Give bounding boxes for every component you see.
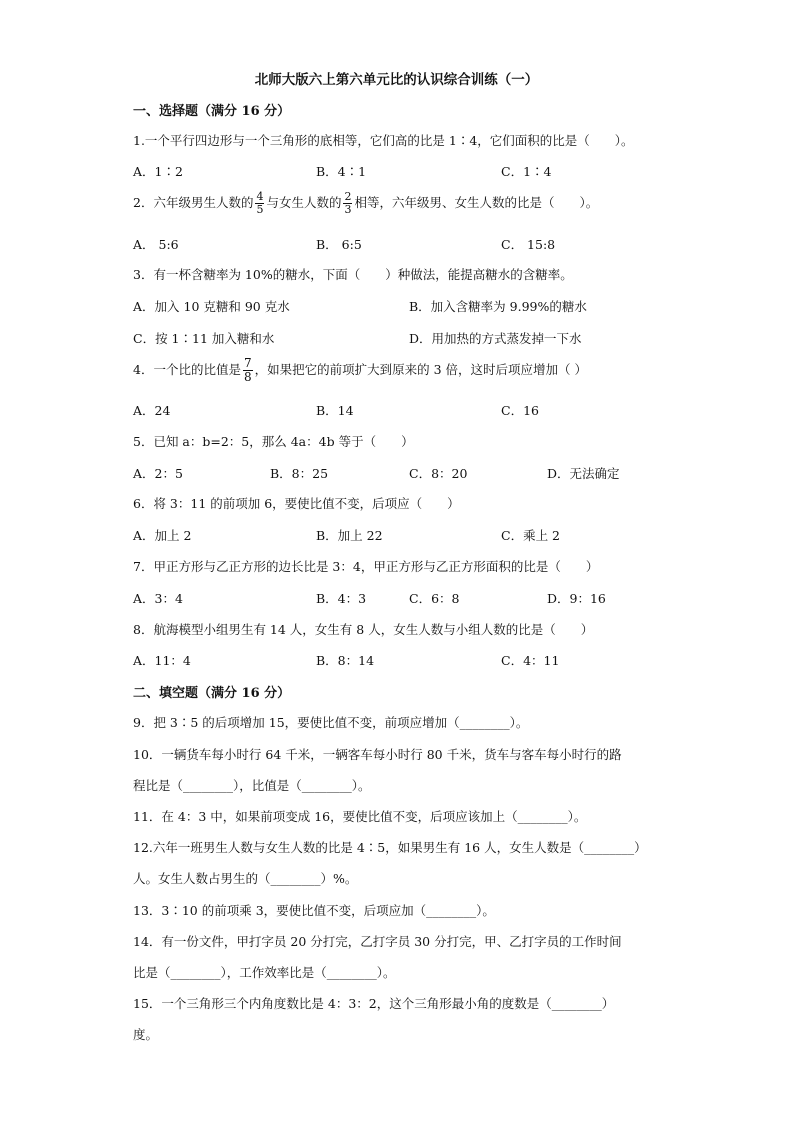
question-15-line-2: 度。 <box>133 1027 159 1042</box>
question-15-line-1: 15．一个三角形三个内角度数比是 4：3：2，这个三角形最小角的度数是（________） <box>133 996 615 1011</box>
q6-option-c: C．乘上 2 <box>501 528 560 543</box>
q2-fraction-1-den: 5 <box>256 203 264 216</box>
q2-fraction-1-num: 4 <box>256 190 264 203</box>
q1-option-c: C．1∶4 <box>501 164 552 179</box>
question-10-line-2: 程比是（________），比值是（________）。 <box>133 778 371 793</box>
question-3: 3．有一杯含糖率为 10%的糖水，下面（ ）种做法，能提高糖水的含糖率。 <box>133 267 573 282</box>
q4-fraction-den: 8 <box>243 370 252 384</box>
q8-option-a: A．11：4 <box>133 653 191 668</box>
q7-option-a: A．3：4 <box>133 591 183 606</box>
q2-text-mid: 与女生人数的 <box>266 195 342 210</box>
q1-option-b: B．4∶1 <box>316 164 367 179</box>
q4-text-pre: 4．一个比的比值是 <box>133 362 241 377</box>
question-1: 1.一个平行四边形与一个三角形的底相等，它们高的比是 1∶4，它们面积的比是（ ）。 <box>133 133 634 148</box>
q7-option-b: B．4：3 <box>316 591 367 606</box>
q8-option-c: C．4：11 <box>501 653 560 668</box>
question-13: 13．3∶10 的前项乘 3，要使比值不变，后项应加（________）。 <box>133 903 495 918</box>
q4-text-post: ，如果把它的前项扩大到原来的 3 倍，这时后项应增加（ ） <box>254 362 587 377</box>
q3-option-b: B．加入含糖率为 9.99%的糖水 <box>409 299 587 314</box>
section-heading-fill: 二、填空题（满分 16 分） <box>133 686 291 701</box>
q5-option-d: D．无法确定 <box>547 466 620 481</box>
question-5: 5．已知 a：b=2：5，那么 4a：4b 等于（ ） <box>133 434 414 449</box>
q5-option-b: B．8：25 <box>270 466 329 481</box>
q2-option-b: B． 6:5 <box>316 237 362 252</box>
question-7: 7．甲正方形与乙正方形的边长比是 3：4，甲正方形与乙正方形面积的比是（ ） <box>133 559 599 574</box>
q7-option-c: C．6：8 <box>409 591 460 606</box>
question-12-line-1: 12.六年一班男生人数与女生人数的比是 4∶5，如果男生有 16 人，女生人数是（________） <box>133 840 647 855</box>
q2-fraction-2 <box>343 191 352 216</box>
q3-option-c: C．按 1∶11 加入糖和水 <box>133 331 275 346</box>
q2-fraction-2-den: 3 <box>344 203 352 216</box>
q5-option-a: A．2：5 <box>133 466 183 481</box>
q2-text-pre: 2．六年级男生人数的 <box>133 195 254 210</box>
question-2 <box>133 191 598 216</box>
q4-option-b: B．14 <box>316 403 354 418</box>
q1-option-a: A．1∶2 <box>133 164 183 179</box>
q4-option-c: C．16 <box>501 403 539 418</box>
q4-fraction-num: 7 <box>243 356 252 370</box>
q2-fraction-2-num: 2 <box>344 190 352 203</box>
q4-option-a: A．24 <box>133 403 171 418</box>
q5-option-c: C．8：20 <box>409 466 468 481</box>
question-10-line-1: 10．一辆货车每小时行 64 千米，一辆客车每小时行 80 千米，货车与客车每小时行的路 <box>133 747 622 762</box>
q3-option-a: A．加入 10 克糖和 90 克水 <box>133 299 290 314</box>
q8-option-b: B．8：14 <box>316 653 375 668</box>
question-11: 11．在 4：3 中，如果前项变成 16，要使比值不变，后项应该加上（________）。 <box>133 809 587 824</box>
question-6: 6．将 3：11 的前项加 6，要使比值不变，后项应（ ） <box>133 496 460 511</box>
question-8: 8．航海模型小组男生有 14 人，女生有 8 人，女生人数与小组人数的比是（ ） <box>133 622 594 637</box>
question-4 <box>133 357 587 384</box>
question-14-line-1: 14．有一份文件，甲打字员 20 分打完，乙打字员 30 分打完，甲、乙打字员的工作时间 <box>133 934 622 949</box>
q2-option-c: C． 15:8 <box>501 237 556 252</box>
page-title: 北师大版六上第六单元比的认识综合训练（一） <box>254 72 539 88</box>
question-14-line-2: 比是（________），工作效率比是（________）。 <box>133 965 396 980</box>
q3-option-d: D．用加热的方式蒸发掉一下水 <box>409 331 582 346</box>
q2-text-post: 相等，六年级男、女生人数的比是（ ）。 <box>354 195 599 210</box>
q2-option-a: A． 5:6 <box>133 237 179 252</box>
q4-fraction <box>243 357 253 384</box>
section-heading-choice: 一、选择题（满分 16 分） <box>133 104 291 119</box>
q2-fraction-1 <box>255 191 264 216</box>
question-12-line-2: 人。女生人数占男生的（________）%。 <box>133 871 358 886</box>
q7-option-d: D．9：16 <box>547 591 606 606</box>
q6-option-a: A．加上 2 <box>133 528 192 543</box>
question-9: 9．把 3∶5 的后项增加 15，要使比值不变，前项应增加（________）。 <box>133 715 529 730</box>
q6-option-b: B．加上 22 <box>316 528 383 543</box>
